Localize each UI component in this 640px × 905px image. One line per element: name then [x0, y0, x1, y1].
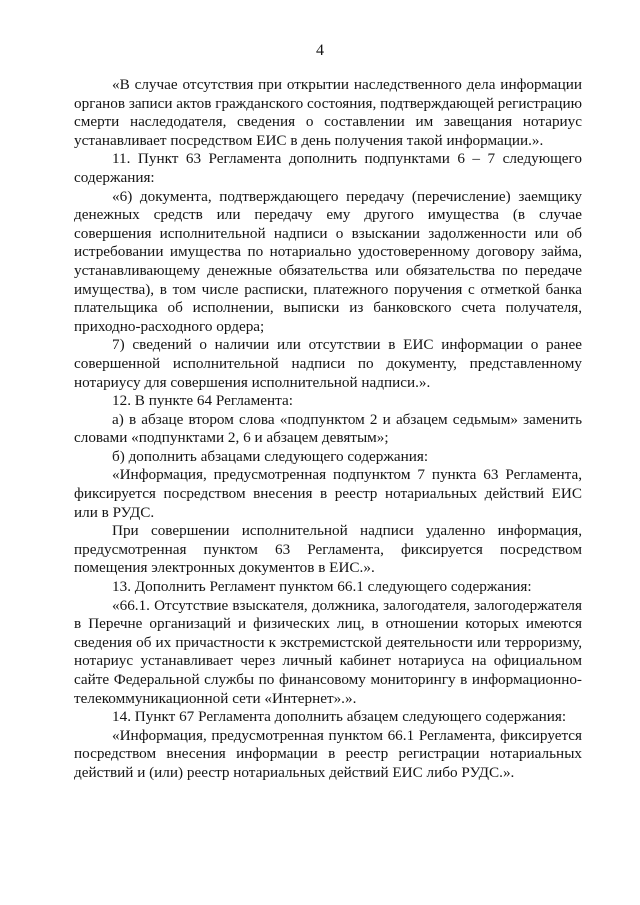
- paragraph-item-12-b: б) дополнить абзацами следующего содержания:: [112, 447, 429, 465]
- paragraph-death-registration: «В случае отсутствия при открытии наследственного дела информации органов записи актов гражданского состояния, подтверждающей регистрацию смерти наследодателя, сведения о составлении им завещания нотариус устанавливает посредством ЕИС в день получения такой информации.».: [74, 76, 583, 149]
- paragraph-subitem-7: 7) сведений о наличии или отсутствии в ЕИС информации о ранее совершенной исполнительной надписи по документу, представленному нотариусу для совершения исполнительной надписи.».: [74, 336, 582, 391]
- paragraph-item-12-a: а) в абзаце втором слова «подпунктом 2 и абзацем седьмым» заменить словами «подпунктами 2, 6 и абзацем девятым»;: [74, 410, 582, 447]
- page-number: 4: [316, 42, 324, 59]
- paragraph-item-11: 11. Пункт 63 Регламента дополнить подпунктами 6 – 7 следующего содержания:: [74, 150, 582, 186]
- paragraph-remote-execution: При совершении исполнительной надписи удаленно информация, предусмотренная пунктом 63 Регламента, фиксируется посредством помещения электронных документов в ЕИС.».: [74, 522, 582, 577]
- paragraph-item-13: 13. Дополнить Регламент пунктом 66.1 следующего содержания:: [112, 578, 532, 596]
- paragraph-item-12: 12. В пункте 64 Регламента:: [112, 392, 293, 410]
- paragraph-item-14: 14. Пункт 67 Регламента дополнить абзацем следующего содержания:: [112, 708, 567, 726]
- paragraph-subitem-6: «6) документа, подтверждающего передачу (перечисление) заемщику денежных средств или передачу ему другого имущества (в случае совершения исполнительной надписи о взыскании задолженности или об истребовании имущества по нотариально удостоверенному договору займа, устанавливающему денежные обязательства или обязательства по передаче имущества), в том числе расписки, платежного поручения с отметкой банка плательщика об исполнении, выписки из банковского счета получателя, приходно-расходного ордера;: [74, 187, 582, 335]
- paragraph-item-66-1: «66.1. Отсутствие взыскателя, должника, залогодателя, залогодержателя в Перечне организаций и физических лиц, в отношении которых имеются сведения об их причастности к экстремистской деятельности или терроризму, нотариус устанавливает через личный кабинет нотариуса на официальном сайте Федеральной службы по финансовому мониторингу в информационно-телекоммуникационной сети «Интернет».».: [74, 596, 582, 707]
- paragraph-info-66-1: «Информация, предусмотренная пунктом 66.1 Регламента, фиксируется посредством внесения информации в реестр регистрации нотариальных действий и (или) реестр нотариальных действий ЕИС либо РУДС.».: [74, 726, 582, 781]
- paragraph-info-subitem-7: «Информация, предусмотренная подпунктом 7 пункта 63 Регламента, фиксируется посредством внесения в реестр нотариальных действий ЕИС или в РУДС.: [74, 466, 582, 521]
- document-body: [74, 76, 582, 783]
